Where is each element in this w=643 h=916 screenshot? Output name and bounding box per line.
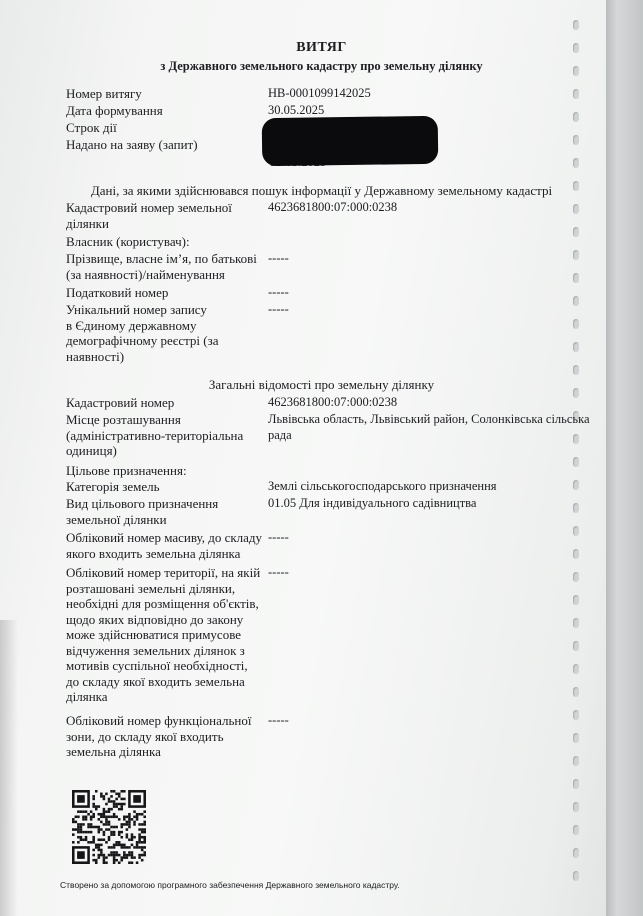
general-field-value	[268, 479, 497, 495]
search-field-value-line: -----	[268, 251, 289, 265]
general-field-value-line: 4623681800:07:000:0238	[268, 395, 398, 409]
search-field-label-line: наявності)	[66, 348, 125, 364]
binder-hole	[573, 595, 579, 605]
general-field-label-line: Категорія земель	[66, 479, 160, 494]
general-field-label-line: одиниця)	[66, 443, 117, 458]
search-field-label-line: (за наявності)/найменування	[66, 266, 225, 282]
search-field-value-line: -----	[268, 302, 289, 316]
search-field-label	[66, 234, 190, 250]
general-field-label-line: земельної ділянки	[66, 511, 167, 527]
binder-hole	[573, 618, 579, 628]
general-section-heading: Загальні відомості про земельну ділянку	[208, 377, 435, 392]
binder-hole	[573, 273, 579, 283]
binder-hole	[573, 20, 579, 30]
search-field-value	[268, 251, 289, 267]
general-field-label-line: може здійснюватися примусове	[66, 627, 242, 642]
general-field-label	[66, 496, 218, 527]
search-field-label-line: ділянки	[66, 215, 109, 231]
binder-hole	[573, 112, 579, 122]
general-field-label-line: (адміністративно-територіальна	[66, 427, 244, 443]
general-field-value-line: -----	[268, 530, 289, 544]
general-field-label-line: Кадастровий номер	[66, 395, 175, 410]
search-field-value	[268, 200, 397, 216]
binder-hole	[573, 158, 579, 168]
general-field-label-line: мотивів суспільної необхідності,	[66, 658, 248, 673]
search-field-value-line: 4623681800:07:000:0238	[268, 200, 398, 214]
field-value-extract-number: НВ-0001099142025	[268, 86, 371, 100]
binder-hole	[573, 250, 579, 260]
binder-hole	[573, 342, 579, 352]
binder-hole	[573, 227, 579, 237]
general-field-label-line: необхідні для розміщення об'єктів,	[66, 596, 259, 611]
general-field-value	[268, 496, 476, 512]
binder-hole	[573, 733, 579, 743]
search-field-label-line: Власник (користувач):	[66, 234, 190, 249]
binder-hole	[573, 204, 579, 214]
page-shadow	[0, 620, 18, 916]
general-field-label-line: якого входить земельна ділянка	[66, 545, 241, 561]
footer-note: Створено за допомогою програмного забезпечення Державного земельного кадастру.	[60, 880, 400, 890]
document-subtitle: з Державного земельного кадастру про земельну ділянку	[160, 59, 483, 73]
binder-hole	[573, 848, 579, 858]
general-field-label-line: ділянка	[66, 689, 108, 704]
binder-hole	[573, 664, 579, 674]
general-field-label-line: Обліковий номер функціональної	[66, 713, 252, 728]
search-field-value	[268, 302, 289, 318]
binder-hole	[573, 480, 579, 490]
binder-hole	[573, 825, 579, 835]
general-field-value	[268, 395, 397, 411]
search-field-value-line: -----	[268, 285, 289, 299]
search-field-label-line: Унікальний номер запису	[66, 302, 207, 317]
binder-hole	[573, 871, 579, 881]
search-field-label-line: в Єдиному державному	[66, 317, 197, 333]
binder-hole	[573, 526, 579, 536]
binder-hole	[573, 779, 579, 789]
binder-holes	[573, 20, 581, 900]
general-field-label	[66, 395, 174, 411]
binder-hole	[573, 802, 579, 812]
search-field-label-line: Кадастровий номер земельної	[66, 200, 232, 215]
search-field-label-line: демографічному реєстрі (за	[66, 333, 219, 348]
general-field-label-line: щодо яких відповідно до закону	[66, 611, 244, 627]
binder-hole	[573, 503, 579, 513]
general-field-value-line: -----	[268, 565, 289, 579]
general-field-label-line: Вид цільового призначення	[66, 496, 219, 511]
search-field-label	[66, 302, 219, 364]
binder-hole	[573, 135, 579, 145]
general-field-label	[66, 713, 251, 760]
search-field-label	[66, 200, 232, 231]
binder-hole	[573, 365, 579, 375]
general-field-value-line: 01.05 Для індивідуального садівництва	[268, 496, 477, 510]
field-label-date: Дата формування	[66, 103, 163, 118]
general-field-value	[268, 412, 590, 443]
binder-hole	[573, 710, 579, 720]
document-title: ВИТЯГ	[296, 40, 347, 55]
general-field-label-line: Обліковий номер території, на якій	[66, 565, 261, 580]
general-field-value-line: Землі сільськогосподарського призначення	[268, 479, 497, 493]
field-label-extract-number: Номер витягу	[66, 86, 142, 101]
general-field-value-line: рада	[268, 427, 292, 442]
search-field-label	[66, 285, 168, 301]
binder-hole	[573, 319, 579, 329]
page-edge	[606, 0, 643, 916]
binder-hole	[573, 457, 579, 467]
search-field-label-line: Прізвище, власне ім’я, по батькові	[66, 251, 257, 266]
general-field-value-line: Львівська область, Львівський район, Солонківська сільська	[268, 412, 590, 426]
general-field-value	[268, 565, 289, 581]
general-field-label-line: земельна ділянка	[66, 744, 161, 759]
binder-hole	[573, 687, 579, 697]
general-field-label-line: розташовані земельні ділянки,	[66, 580, 236, 596]
field-value-date: 30.05.2025	[268, 103, 325, 117]
binder-hole	[573, 296, 579, 306]
binder-hole	[573, 572, 579, 582]
binder-hole	[573, 549, 579, 559]
general-field-label-line: Обліковий номер масиву, до складу	[66, 530, 263, 545]
general-field-label-line: зони, до складу якої входить	[66, 728, 224, 744]
general-field-label-line: відчуження земельних ділянок з	[66, 642, 245, 658]
general-field-label	[66, 565, 260, 705]
field-label-validity: Строк дії	[66, 120, 117, 135]
general-field-value	[268, 530, 289, 546]
general-field-value	[268, 713, 289, 729]
search-field-label-line: Податковий номер	[66, 285, 169, 300]
general-field-label-line: Цільове призначення:	[66, 463, 187, 478]
binder-hole	[573, 89, 579, 99]
qr-code-icon	[72, 790, 146, 864]
general-field-label-line: Місце розташування	[66, 412, 181, 427]
general-field-value-line: -----	[268, 713, 289, 727]
general-field-label	[66, 479, 160, 495]
binder-hole	[573, 641, 579, 651]
general-field-label	[66, 463, 187, 479]
general-field-label	[66, 530, 262, 561]
search-field-label	[66, 251, 257, 282]
search-section-heading: Дані, за якими здійснювався пошук інформації у Державному земельному кадастрі	[90, 183, 553, 198]
field-label-request: Надано на заяву (запит)	[66, 137, 198, 152]
general-field-label-line: до складу якої входить земельна	[66, 673, 245, 689]
general-field-label	[66, 412, 243, 459]
binder-hole	[573, 756, 579, 766]
search-field-value	[268, 285, 289, 301]
redaction-block	[262, 116, 439, 166]
